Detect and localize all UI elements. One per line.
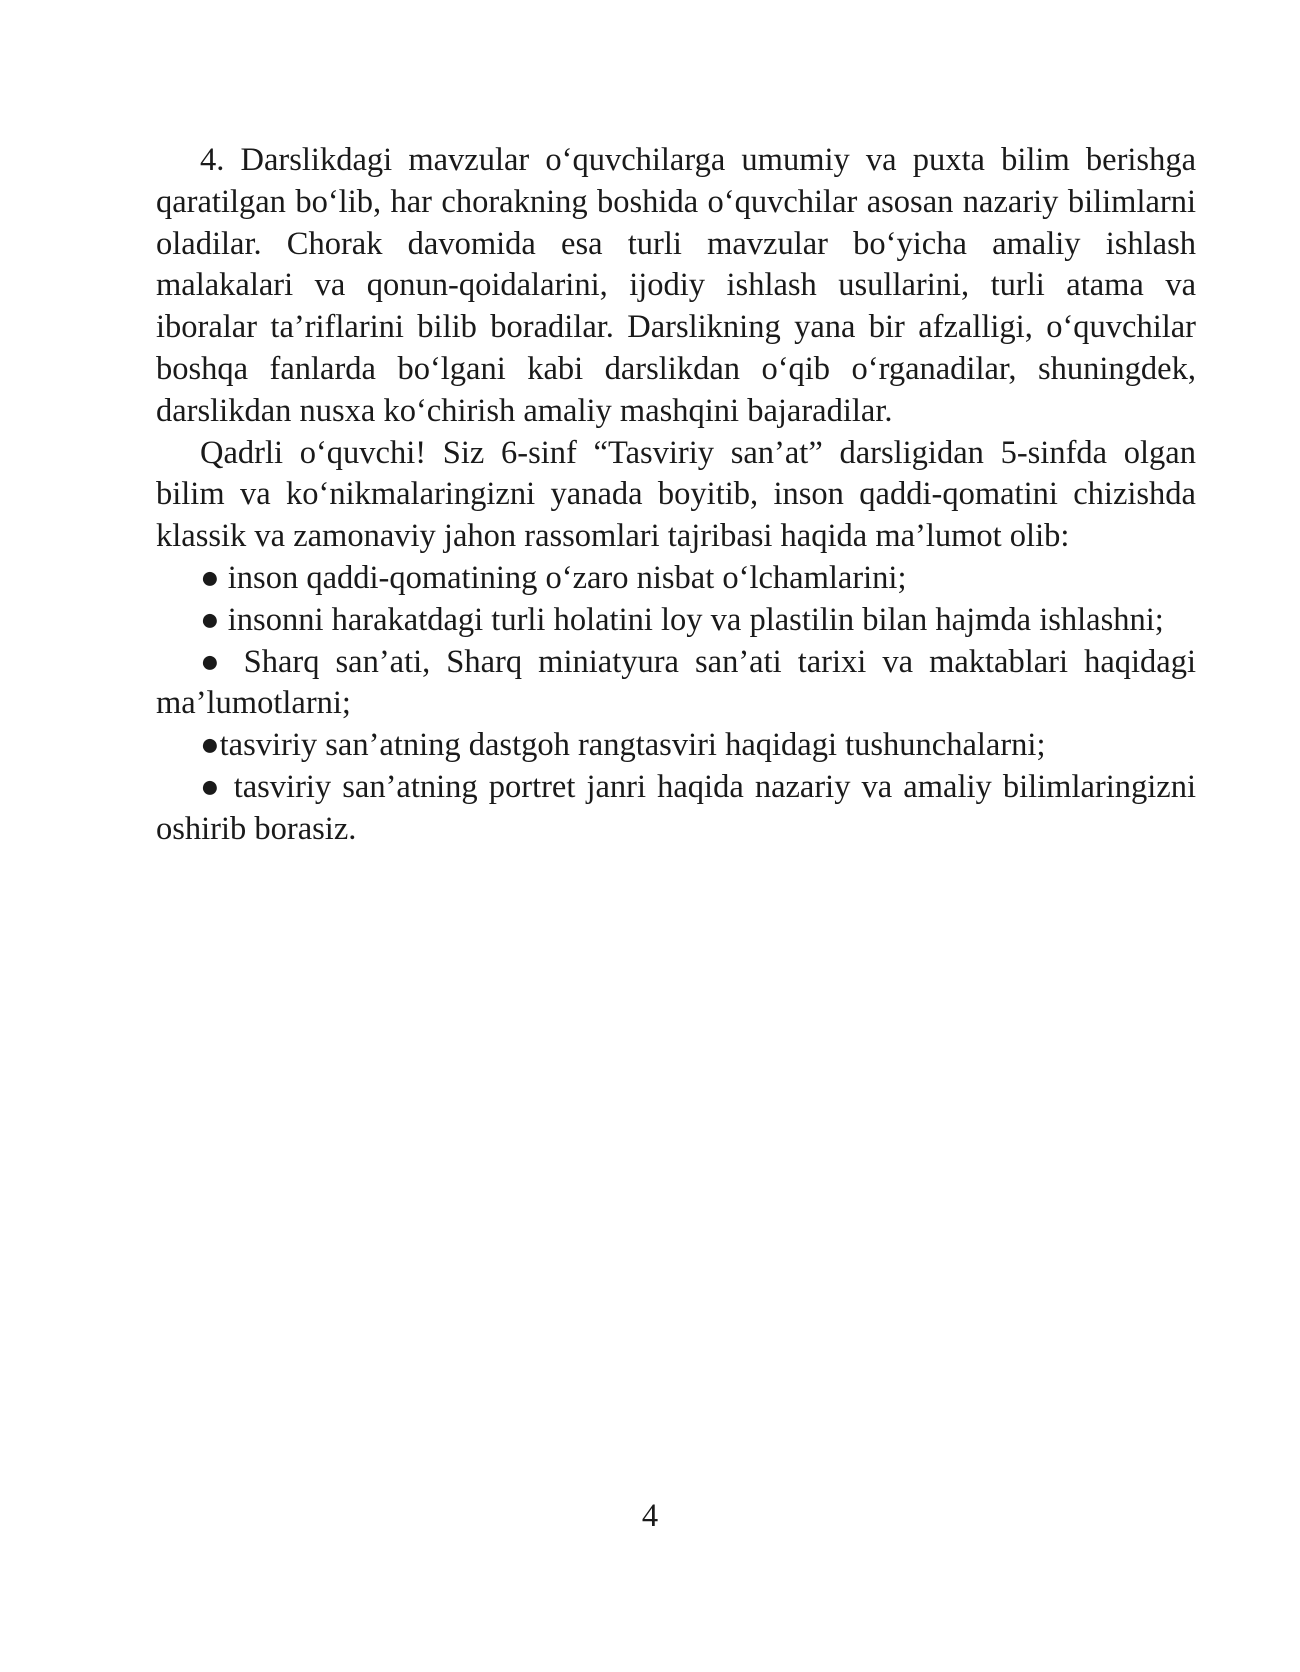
bullet-text: tasviriy san’atning dastgoh rangtasviri haqidagi tushunchalarni; (219, 727, 1046, 764)
bullet-item (156, 725, 1196, 767)
bullet-item (156, 558, 1196, 600)
bullet-icon: ● (200, 559, 220, 596)
bullet-icon: ● (200, 727, 220, 764)
bullet-item (156, 767, 1196, 851)
paragraph-address: Qadrli o‘quvchi! Siz 6-sinf “Tasviriy san’at” darsligidan 5-sinfda olgan bilim va ko‘nikmalaringizni yanada boyitib, inson qaddi-qomatini chizishda klassik va zamonaviy jahon rassomlari tajribasi haqida ma’lumot olib: (156, 434, 1196, 555)
document-body (156, 140, 1196, 851)
bullet-item (156, 642, 1196, 726)
bullet-icon: ● (200, 643, 228, 680)
bullet-text: insonni harakatdagi turli holatini loy va plastilin bilan hajmda ishlashni; (227, 601, 1164, 638)
bullet-icon: ● (200, 601, 220, 638)
bullet-text: Sharq san’ati, Sharq miniatyura san’ati tarixi va maktablari haqidagi ma’lumotlarni; (156, 643, 1196, 722)
bullet-text: inson qaddi-qomatining o‘zaro nisbat o‘lchamlarini; (227, 559, 907, 596)
page-number: 4 (641, 1498, 659, 1534)
bullet-text: tasviriy san’atning portret janri haqida nazariy va amaliy bilimlaringizni oshirib borasiz. (156, 768, 1196, 847)
paragraph-intro: 4. Darslikdagi mavzular o‘quvchilarga umumiy va puxta bilim berishga qaratilgan bo‘lib, har chorakning boshida o‘quvchilar asosan nazariy bilimlarni oladilar. Chorak davomida esa turli mavzular bo‘yicha amaliy ishlash malakalari va qonun-qoidalarini, ijodiy ishlash usullarini, turli atama va iboralar ta’riflarini bilib boradilar. Darslikning yana bir afzalligi, o‘quvchilar boshqa fanlarda bo‘lgani kabi darslikdan o‘qib o‘rganadilar, shuningdek, darslikdan nusxa ko‘chirish amaliy mashqini bajaradilar. (156, 142, 1196, 429)
bullet-icon: ● (200, 768, 223, 805)
bullet-item (156, 600, 1196, 642)
